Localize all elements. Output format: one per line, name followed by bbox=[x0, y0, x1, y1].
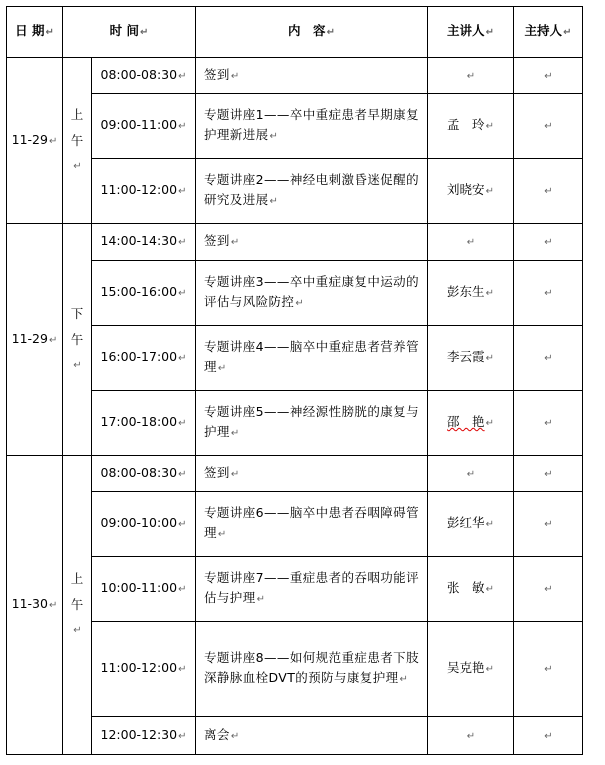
speaker-cell: ↵ bbox=[428, 717, 514, 755]
content-cell: 签到↵ bbox=[196, 456, 428, 492]
table-row bbox=[7, 557, 583, 622]
header-time: 时 间↵ bbox=[63, 7, 196, 58]
table-row bbox=[7, 159, 583, 224]
host-cell: ↵ bbox=[514, 58, 583, 94]
time-cell: 16:00-17:00↵ bbox=[92, 326, 196, 391]
time-cell: 15:00-16:00↵ bbox=[92, 261, 196, 326]
content-cell: 专题讲座1——卒中重症患者早期康复护理新进展↵ bbox=[196, 94, 428, 159]
half-day-cell: 下午↵ bbox=[63, 224, 92, 456]
host-cell: ↵ bbox=[514, 717, 583, 755]
header-content: 内 容↵ bbox=[196, 7, 428, 58]
host-cell: ↵ bbox=[514, 391, 583, 456]
host-cell: ↵ bbox=[514, 492, 583, 557]
content-cell: 签到↵ bbox=[196, 58, 428, 94]
speaker-cell: 吴克艳↵ bbox=[428, 622, 514, 717]
speaker-cell: 李云霞↵ bbox=[428, 326, 514, 391]
content-cell: 签到↵ bbox=[196, 224, 428, 261]
speaker-cell: 孟 玲↵ bbox=[428, 94, 514, 159]
speaker-cell: 彭东生↵ bbox=[428, 261, 514, 326]
host-cell: ↵ bbox=[514, 94, 583, 159]
time-cell: 09:00-11:00↵ bbox=[92, 94, 196, 159]
table-row bbox=[7, 261, 583, 326]
host-cell: ↵ bbox=[514, 224, 583, 261]
time-cell: 09:00-10:00↵ bbox=[92, 492, 196, 557]
table-row bbox=[7, 391, 583, 456]
table-row bbox=[7, 326, 583, 391]
time-cell: 11:00-12:00↵ bbox=[92, 159, 196, 224]
speaker-cell: ↵ bbox=[428, 224, 514, 261]
content-cell: 专题讲座3——卒中重症康复中运动的评估与风险防控↵ bbox=[196, 261, 428, 326]
content-cell: 专题讲座6——脑卒中患者吞咽障碍管理↵ bbox=[196, 492, 428, 557]
host-cell: ↵ bbox=[514, 456, 583, 492]
table-row bbox=[7, 94, 583, 159]
half-day-cell: 上午↵ bbox=[63, 456, 92, 755]
time-cell: 08:00-08:30↵ bbox=[92, 456, 196, 492]
speaker-cell: 彭红华↵ bbox=[428, 492, 514, 557]
speaker-cell: 邵 艳↵ bbox=[428, 391, 514, 456]
schedule-table bbox=[6, 6, 583, 755]
date-cell: 11-29↵ bbox=[7, 224, 63, 456]
cut-off-title-fragment bbox=[230, 0, 380, 5]
host-cell: ↵ bbox=[514, 261, 583, 326]
date-cell: 11-29↵ bbox=[7, 58, 63, 224]
table-row bbox=[7, 717, 583, 755]
table-row bbox=[7, 456, 583, 492]
speaker-cell: ↵ bbox=[428, 456, 514, 492]
header-host: 主持人↵ bbox=[514, 7, 583, 58]
speaker-cell: 张 敏↵ bbox=[428, 557, 514, 622]
header-date: 日 期↵ bbox=[7, 7, 63, 58]
host-cell: ↵ bbox=[514, 159, 583, 224]
header-speaker: 主讲人↵ bbox=[428, 7, 514, 58]
content-cell: 专题讲座2——神经电刺激昏迷促醒的研究及进展↵ bbox=[196, 159, 428, 224]
content-cell: 专题讲座7——重症患者的吞咽功能评估与护理↵ bbox=[196, 557, 428, 622]
speaker-cell: ↵ bbox=[428, 58, 514, 94]
host-cell: ↵ bbox=[514, 557, 583, 622]
content-cell: 专题讲座8——如何规范重症患者下肢深静脉血栓DVT的预防与康复护理↵ bbox=[196, 622, 428, 717]
time-cell: 14:00-14:30↵ bbox=[92, 224, 196, 261]
time-cell: 17:00-18:00↵ bbox=[92, 391, 196, 456]
host-cell: ↵ bbox=[514, 622, 583, 717]
time-cell: 11:00-12:00↵ bbox=[92, 622, 196, 717]
host-cell: ↵ bbox=[514, 326, 583, 391]
content-cell: 离会↵ bbox=[196, 717, 428, 755]
time-cell: 12:00-12:30↵ bbox=[92, 717, 196, 755]
speaker-cell: 刘晓安↵ bbox=[428, 159, 514, 224]
time-cell: 10:00-11:00↵ bbox=[92, 557, 196, 622]
content-cell: 专题讲座5——神经源性膀胱的康复与护理↵ bbox=[196, 391, 428, 456]
table-row bbox=[7, 224, 583, 261]
header-row bbox=[7, 7, 583, 58]
time-cell: 08:00-08:30↵ bbox=[92, 58, 196, 94]
half-day-cell: 上午↵ bbox=[63, 58, 92, 224]
table-row bbox=[7, 58, 583, 94]
table-row bbox=[7, 622, 583, 717]
table-row bbox=[7, 492, 583, 557]
date-cell: 11-30↵ bbox=[7, 456, 63, 755]
content-cell: 专题讲座4——脑卒中重症患者营养管理↵ bbox=[196, 326, 428, 391]
